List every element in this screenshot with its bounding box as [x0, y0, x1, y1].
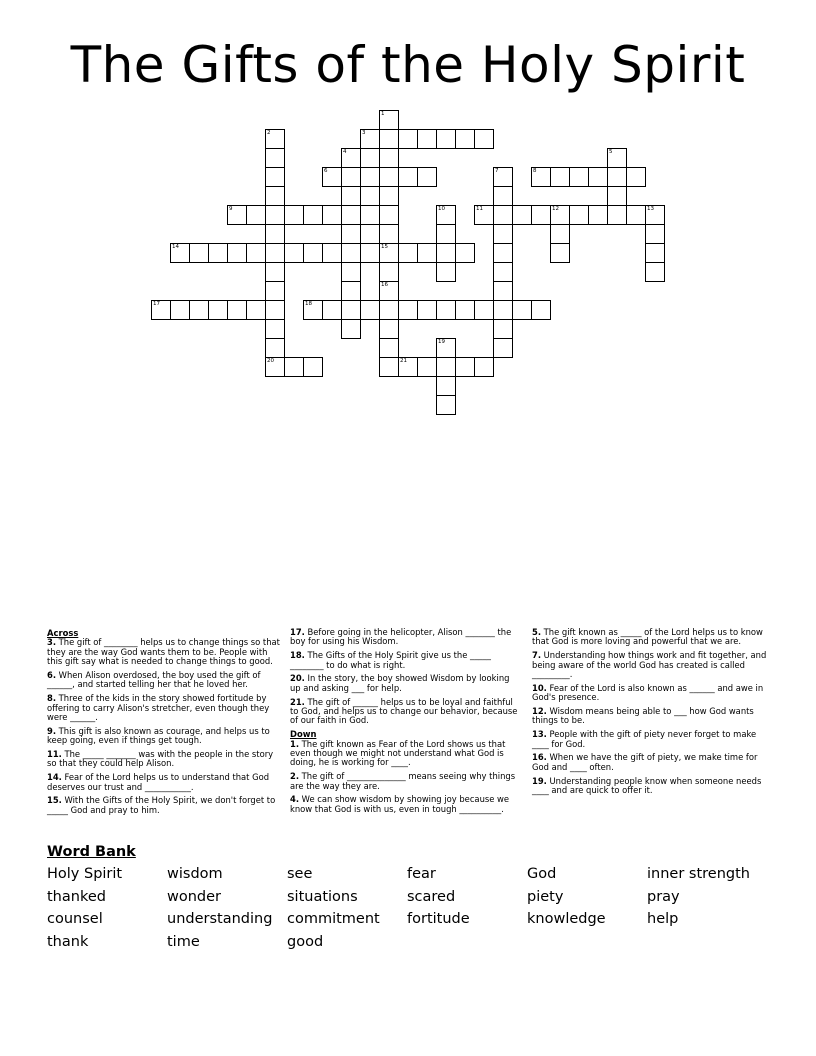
grid-cell[interactable] [341, 167, 361, 187]
grid-cell[interactable] [379, 110, 399, 130]
grid-cell[interactable] [379, 338, 399, 358]
grid-cell[interactable] [284, 357, 304, 377]
grid-cell[interactable] [474, 357, 494, 377]
word-bank-item: fear [407, 866, 436, 882]
grid-cell[interactable] [246, 300, 266, 320]
cell-number: 14 [172, 244, 179, 250]
clue-number: 14. [47, 772, 62, 783]
grid-cell[interactable] [493, 319, 513, 339]
cell-number: 7 [495, 168, 499, 174]
cell-number: 13 [647, 206, 654, 212]
grid-cell[interactable] [227, 205, 247, 225]
grid-cell[interactable] [493, 300, 513, 320]
grid-cell[interactable] [645, 262, 665, 282]
grid-cell[interactable] [208, 243, 228, 263]
grid-cell[interactable] [588, 167, 608, 187]
clue-text: The gift of ______________ means seeing why things are the way they are. [290, 771, 516, 791]
word-bank-item: Holy Spirit [47, 866, 123, 882]
grid-cell[interactable] [455, 129, 475, 149]
grid-cell[interactable] [417, 300, 437, 320]
grid-cell[interactable] [626, 167, 646, 187]
word-bank-item: see [287, 866, 313, 882]
clue-column-1 [47, 628, 283, 820]
down-clue [532, 707, 768, 726]
grid-cell[interactable] [265, 357, 285, 377]
grid-cell[interactable] [512, 300, 532, 320]
word-bank-item: counsel [47, 911, 103, 928]
grid-cell[interactable] [550, 224, 570, 244]
grid-cell[interactable] [436, 300, 456, 320]
across-clue [47, 694, 283, 722]
grid-cell[interactable] [398, 357, 418, 377]
grid-cell[interactable] [436, 395, 456, 415]
grid-cell[interactable] [265, 281, 285, 301]
grid-cell[interactable] [417, 243, 437, 263]
grid-cell[interactable] [246, 205, 266, 225]
down-clue [532, 628, 768, 647]
page-title: The Gifts of the Holy Spirit [70, 36, 746, 94]
grid-cell[interactable] [626, 205, 646, 225]
grid-cell[interactable] [607, 167, 627, 187]
grid-cell[interactable] [398, 129, 418, 149]
grid-cell[interactable] [645, 224, 665, 244]
clue-column-2 [290, 628, 520, 819]
down-clue [532, 753, 768, 772]
cell-number: 8 [533, 168, 537, 174]
grid-cell[interactable] [550, 205, 570, 225]
clue-number: 8. [47, 693, 57, 704]
word-bank-item: thank [47, 934, 89, 951]
cell-number: 5 [609, 149, 613, 155]
grid-cell[interactable] [360, 300, 380, 320]
grid-cell[interactable] [341, 319, 361, 339]
cell-number: 16 [381, 282, 388, 288]
grid-cell[interactable] [379, 357, 399, 377]
grid-cell[interactable] [436, 205, 456, 225]
down-clue [532, 651, 768, 679]
grid-cell[interactable] [322, 300, 342, 320]
grid-cell[interactable] [227, 243, 247, 263]
cell-number: 21 [400, 358, 407, 364]
grid-cell[interactable] [170, 243, 190, 263]
clue-number: 18. [290, 650, 305, 661]
clue-number: 6. [47, 670, 57, 681]
grid-cell[interactable] [645, 205, 665, 225]
clue-number: 21. [290, 696, 305, 707]
grid-cell[interactable] [474, 129, 494, 149]
grid-cell[interactable] [379, 186, 399, 206]
grid-cell[interactable] [265, 129, 285, 149]
cell-number: 3 [362, 130, 366, 136]
grid-cell[interactable] [607, 148, 627, 168]
clue-text: Fear of the Lord helps us to understand that God deserves our trust and ___________. [47, 772, 270, 792]
clue-number: 2. [290, 771, 300, 782]
grid-cell[interactable] [341, 300, 361, 320]
across-clue [47, 671, 283, 690]
grid-cell[interactable] [493, 224, 513, 244]
cell-number: 10 [438, 206, 445, 212]
grid-cell[interactable] [417, 167, 437, 187]
across-clue [290, 698, 520, 726]
word-bank-item: inner strength [647, 866, 750, 882]
grid-cell[interactable] [569, 167, 589, 187]
clue-text: People with the gift of piety never forget to make ____ for God. [532, 729, 757, 749]
clue-text: Understanding how things work and fit together, and being aware of the world God has created is called _________. [532, 650, 767, 680]
cell-number: 19 [438, 339, 445, 345]
grid-cell[interactable] [436, 262, 456, 282]
clue-text: When we have the gift of piety, we make time for God and ____ often. [532, 752, 758, 772]
cell-number: 11 [476, 206, 483, 212]
grid-cell[interactable] [550, 167, 570, 187]
grid-cell[interactable] [303, 205, 323, 225]
word-bank-heading: Word Bank [47, 844, 136, 860]
clue-number: 5. [532, 627, 542, 637]
grid-cell[interactable] [379, 300, 399, 320]
grid-cell[interactable] [265, 338, 285, 358]
grid-cell[interactable] [379, 319, 399, 339]
grid-cell[interactable] [208, 300, 228, 320]
grid-cell[interactable] [246, 243, 266, 263]
grid-cell[interactable] [493, 338, 513, 358]
cell-number: 4 [343, 149, 347, 155]
word-bank-item: fortitude [407, 911, 470, 928]
grid-cell[interactable] [436, 243, 456, 263]
grid-cell[interactable] [341, 281, 361, 301]
clue-text: With the Gifts of the Holy Spirit, we don't forget to _____ God and pray to him. [47, 795, 276, 815]
clue-text: The gift known as _____ of the Lord helps us to know that God is more loving and powerful that we are. [532, 627, 763, 647]
clue-text: When Alison overdosed, the boy used the gift of ______, and started telling her that he loved her. [47, 670, 261, 690]
cell-number: 6 [324, 168, 328, 174]
grid-cell[interactable] [531, 205, 551, 225]
down-clue [532, 684, 768, 703]
grid-cell[interactable] [303, 300, 323, 320]
word-bank-item: knowledge [527, 911, 606, 928]
crossword-grid [0, 0, 816, 440]
grid-cell[interactable] [531, 300, 551, 320]
clue-number: 3. [47, 637, 57, 648]
word-bank-item: scared [407, 888, 456, 905]
cell-number: 15 [381, 244, 388, 250]
clue-number: 20. [290, 673, 305, 684]
clue-number: 1. [290, 738, 300, 749]
grid-cell[interactable] [265, 186, 285, 206]
clue-text: This gift is also known as courage, and helps us to keep going, even if things get tough. [47, 725, 270, 746]
grid-cell[interactable] [341, 205, 361, 225]
clue-text: Understanding people know when someone needs ____ and are quick to offer it. [532, 775, 762, 796]
grid-cell[interactable] [607, 205, 627, 225]
down-clue [532, 777, 768, 796]
grid-cell[interactable] [436, 376, 456, 396]
clue-number: 16. [532, 752, 547, 763]
grid-cell[interactable] [341, 262, 361, 282]
clue-column-3 [532, 628, 768, 800]
word-bank-item: help [647, 911, 679, 928]
grid-cell[interactable] [360, 243, 380, 263]
cell-number: 12 [552, 206, 559, 212]
grid-cell[interactable] [493, 243, 513, 263]
grid-cell[interactable] [322, 205, 342, 225]
clue-number: 15. [47, 795, 62, 806]
word-bank [47, 866, 787, 957]
word-bank-item: commitment [287, 911, 380, 928]
cell-number: 1 [381, 111, 385, 117]
grid-cell[interactable] [227, 300, 247, 320]
clue-text: Before going in the helicopter, Alison _______ the boy for using his Wisdom. [290, 627, 512, 647]
grid-cell[interactable] [284, 243, 304, 263]
grid-cell[interactable] [284, 205, 304, 225]
grid-cell[interactable] [455, 300, 475, 320]
grid-cell[interactable] [360, 205, 380, 225]
grid-cell[interactable] [341, 224, 361, 244]
grid-cell[interactable] [398, 300, 418, 320]
cell-number: 18 [305, 301, 312, 307]
grid-cell[interactable] [265, 205, 285, 225]
clue-text: The _____ _______ was with the people in the story so that they could help Alison. [47, 749, 274, 769]
clue-number: 4. [290, 794, 300, 805]
grid-cell[interactable] [436, 338, 456, 358]
grid-cell[interactable] [455, 243, 475, 263]
grid-cell[interactable] [436, 129, 456, 149]
clue-number: 9. [47, 725, 57, 736]
grid-cell[interactable] [265, 167, 285, 187]
grid-cell[interactable] [265, 319, 285, 339]
grid-cell[interactable] [170, 300, 190, 320]
grid-cell[interactable] [512, 205, 532, 225]
grid-cell[interactable] [493, 281, 513, 301]
clue-number: 19. [532, 775, 547, 786]
grid-cell[interactable] [493, 205, 513, 225]
across-heading: Across [47, 628, 79, 638]
grid-cell[interactable] [360, 167, 380, 187]
clue-number: 10. [532, 682, 547, 693]
across-clue [47, 796, 283, 815]
grid-cell[interactable] [303, 357, 323, 377]
grid-cell[interactable] [341, 243, 361, 263]
down-clue [290, 795, 520, 814]
across-clue [47, 750, 283, 769]
clue-number: 11. [47, 749, 62, 760]
grid-cell[interactable] [265, 243, 285, 263]
grid-cell[interactable] [379, 148, 399, 168]
grid-cell[interactable] [379, 129, 399, 149]
word-bank-item: good [287, 934, 324, 951]
cell-number: 2 [267, 130, 271, 136]
across-clue [290, 674, 520, 693]
grid-cell[interactable] [322, 167, 342, 187]
grid-cell[interactable] [436, 224, 456, 244]
clue-text: In the story, the boy showed Wisdom by looking up and asking ___ for help. [290, 673, 510, 693]
grid-cell[interactable] [417, 129, 437, 149]
down-clue [532, 730, 768, 749]
across-clue [290, 651, 520, 670]
grid-cell[interactable] [417, 357, 437, 377]
grid-cell[interactable] [569, 205, 589, 225]
grid-cell[interactable] [265, 224, 285, 244]
grid-cell[interactable] [550, 243, 570, 263]
grid-cell[interactable] [398, 167, 418, 187]
grid-cell[interactable] [455, 357, 475, 377]
grid-cell[interactable] [645, 243, 665, 263]
grid-cell[interactable] [379, 243, 399, 263]
grid-cell[interactable] [379, 224, 399, 244]
clue-number: 13. [532, 729, 547, 740]
word-bank-item: situations [287, 888, 358, 905]
word-bank-item: thanked [47, 888, 106, 905]
clue-text: The Gifts of the Holy Spirit give us the _____ ________ to do what is right. [290, 650, 491, 670]
grid-cell[interactable] [265, 262, 285, 282]
grid-cell[interactable] [588, 205, 608, 225]
across-clue [290, 628, 520, 647]
grid-cell[interactable] [493, 167, 513, 187]
word-bank-item: piety [527, 888, 564, 905]
grid-cell[interactable] [360, 129, 380, 149]
grid-cell[interactable] [265, 300, 285, 320]
grid-cell[interactable] [398, 243, 418, 263]
clue-text: Wisdom means being able to ___ how God wants things to be. [532, 706, 754, 726]
grid-cell[interactable] [341, 148, 361, 168]
grid-cell[interactable] [189, 243, 209, 263]
word-bank-item: time [167, 934, 200, 951]
clue-text: The gift of ______ helps us to be loyal and faithful to God, and helps us to change our behavior, because of our faith in God. [290, 696, 518, 726]
cell-number: 17 [153, 301, 160, 307]
grid-cell[interactable] [379, 167, 399, 187]
across-clue [47, 773, 283, 792]
grid-cell[interactable] [303, 243, 323, 263]
down-clue [290, 740, 520, 768]
grid-cell[interactable] [493, 186, 513, 206]
grid-cell[interactable] [436, 357, 456, 377]
word-bank-item: pray [647, 888, 680, 905]
down-heading: Down [290, 729, 317, 740]
clue-text: The gift known as Fear of the Lord shows us that even though we might not understand what God is doing, he is working for ____. [290, 738, 506, 768]
down-clue [290, 772, 520, 791]
word-bank-item: understanding [167, 911, 273, 928]
grid-cell[interactable] [493, 262, 513, 282]
clue-text: The gift of ________ helps us to change things so that they are the way God wants them to be. People with this gift say what is needed to change things to good. [47, 637, 280, 667]
cell-number: 20 [267, 358, 274, 364]
grid-cell[interactable] [151, 300, 171, 320]
grid-cell[interactable] [474, 205, 494, 225]
word-bank-item: God [527, 866, 557, 882]
clue-text: We can show wisdom by showing joy because we know that God is with us, even in tough __________. [290, 794, 510, 814]
clue-number: 17. [290, 627, 305, 637]
grid-cell[interactable] [379, 281, 399, 301]
grid-cell[interactable] [322, 243, 342, 263]
word-bank-item: wisdom [167, 866, 223, 882]
cell-number: 9 [229, 206, 233, 212]
grid-cell[interactable] [531, 167, 551, 187]
word-bank-item: wonder [167, 888, 222, 905]
grid-cell[interactable] [379, 262, 399, 282]
grid-cell[interactable] [607, 186, 627, 206]
clue-text: Three of the kids in the story showed fortitude by offering to carry Alison's stretcher, even though they were ______. [47, 693, 270, 723]
grid-cell[interactable] [189, 300, 209, 320]
grid-cell[interactable] [265, 148, 285, 168]
grid-cell[interactable] [474, 300, 494, 320]
clue-number: 7. [532, 650, 542, 661]
across-clue [47, 638, 283, 666]
clue-text: Fear of the Lord is also known as ______ and awe in God's presence. [532, 682, 764, 703]
across-clue [47, 727, 283, 746]
grid-cell[interactable] [341, 186, 361, 206]
grid-cell[interactable] [379, 205, 399, 225]
clue-number: 12. [532, 706, 547, 717]
